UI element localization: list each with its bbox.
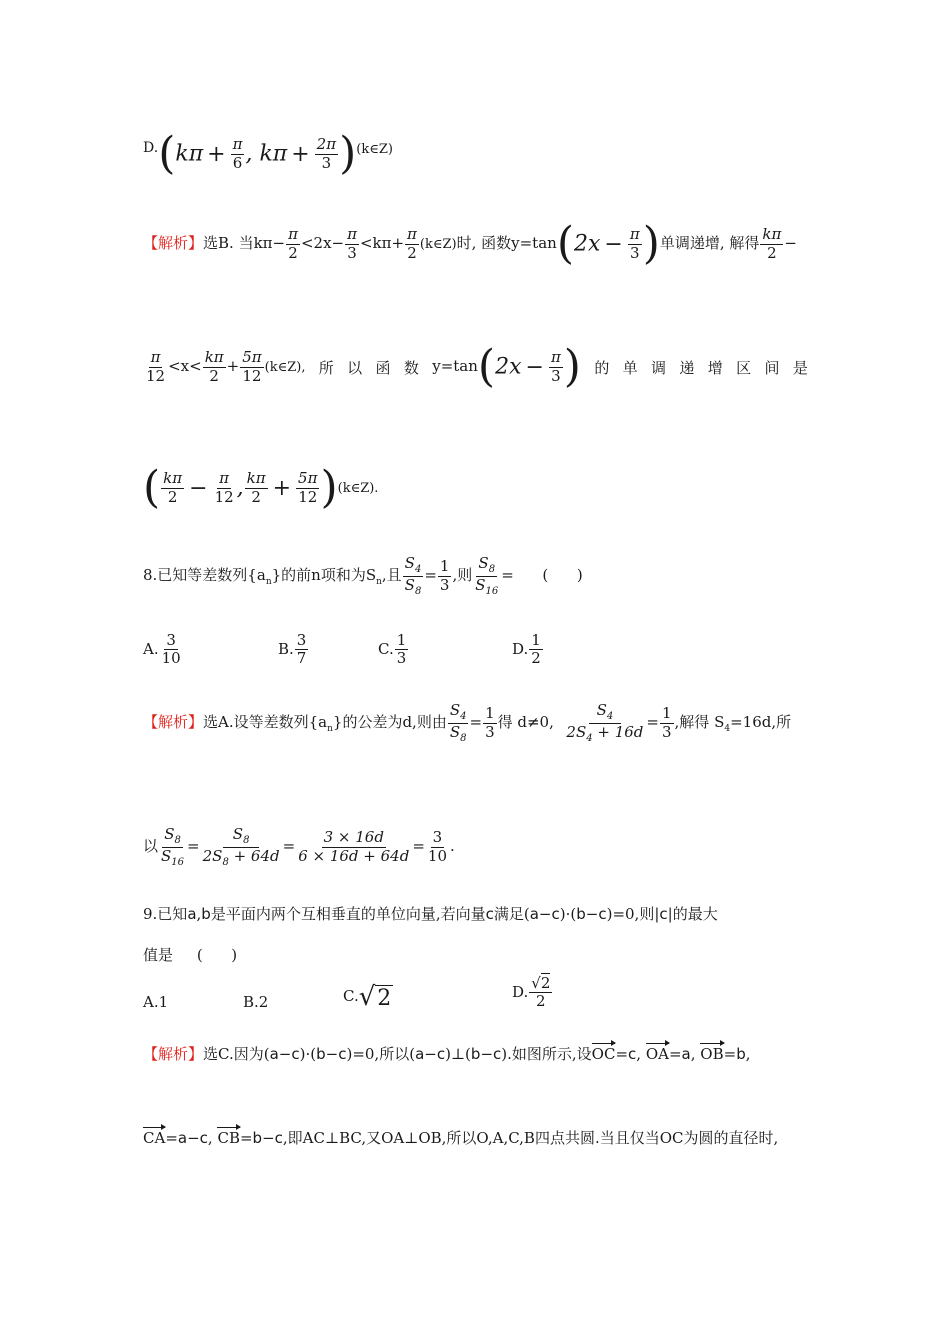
q7-option-d: D.(kπ + $\frac{\pi}{6}$ , kπ + $\frac{2\pi}{3}$ )(k∈Z) [143, 128, 393, 179]
option-d-label: D. [143, 140, 159, 156]
q7-analysis-line2: $\frac{\pi}{12}$ <x< $\frac{k\pi}{2}$ + $\frac{5\pi}{12}$ (k∈Z), 所 以 函 数 y=tan(2x − $\frac{\pi}{3}$ ) 的 单 调 递 增 区 间 是 [146, 341, 808, 392]
q9-option-c: C.√2 [343, 982, 392, 1012]
q8-analysis-line1: 【解析】选A.设等差数列$\{a_n\}$的公差为d,则由 $\frac{S_4}{S_8}$ = $\frac{1}{3}$ 得 d≠0, $\frac{S_4}{2S_4 + 16d}$ = $\frac{1}{3}$ ,解得 $S_4=16d$,所 [143, 701, 792, 744]
q7-analysis-line1: 【解析】选B. 当kπ− $\frac{\pi}{2}$ <2x− $\frac{\pi}{3}$ <kπ+ $\frac{\pi}{2}$ (k∈Z)时, 函数y=tan(2x − $\frac{\pi}{3}$ )单调递增, 解得 $\frac{k\pi}{2}$ − [143, 218, 797, 269]
analysis-tag: 【解析】 [143, 713, 204, 731]
vector-oc: OC [591, 1045, 616, 1063]
vector-ca: CA [143, 1129, 166, 1147]
q9-analysis-line1: 【解析】选C.因为(a−c)·(b−c)=0,所以(a−c)⊥(b−c).如图所示,设OC=c, OA=a, OB=b, [143, 1045, 751, 1063]
vector-ob: OB [700, 1045, 724, 1063]
frac-2pi-3: $\frac{2\pi}{3}$ [316, 135, 337, 172]
q9-stem-line1: 9.已知a,b是平面内两个互相垂直的单位向量,若向量c满足(a−c)·(b−c)=0,则|c|的最大 [143, 905, 718, 923]
q7-analysis-line3: ( $\frac{k\pi}{2}$ − $\frac{\pi}{12}$ , $\frac{k\pi}{2}$ + $\frac{5\pi}{12}$ )(k∈Z). [143, 462, 379, 513]
vector-cb: CB [217, 1129, 240, 1147]
q8-analysis-line2: 以 $\frac{S_8}{S_{16}}$ = $\frac{S_8}{2S_8 + 64d}$ = $\frac{3 \times 16d}{6 \times 16d + 64d}$ = $\frac{3}{10}$ . [143, 825, 455, 868]
q9-stem-line2: 值是 ( ) [143, 946, 238, 964]
vector-oa: OA [645, 1045, 669, 1063]
q9-option-a: A.1 [143, 993, 169, 1011]
q8-option-c: C. $\frac{1}{3}$ [378, 631, 407, 668]
q8-stem: 8.已知等差数列$\{a_n\}$的前n项和为$S_n$,且 $\frac{S_4}{S_8}$ = $\frac{1}{3}$ ,则 $\frac{S_8}{S_{16}}$ = ( ) [143, 554, 583, 597]
frac-pi-6: $\frac{\pi}{6}$ [232, 135, 243, 172]
analysis-tag: 【解析】 [143, 234, 204, 252]
left-paren: ( [158, 128, 176, 179]
q9-analysis-line2: CA=a−c, CB=b−c,即AC⊥BC,又OA⊥OB,所以O,A,C,B四点共圆.当且仅当OC为圆的直径时, [143, 1129, 779, 1147]
q8-option-b: B. $\frac{3}{7}$ [278, 631, 307, 668]
q8-option-a: A. $\frac{3}{10}$ [143, 631, 181, 668]
analysis-tag: 【解析】 [143, 1045, 204, 1063]
q8-option-d: D. $\frac{1}{2}$ [512, 631, 541, 668]
q9-option-b: B.2 [243, 993, 269, 1011]
q9-option-d: D. $\frac{√2}{2}$ [512, 974, 551, 1011]
